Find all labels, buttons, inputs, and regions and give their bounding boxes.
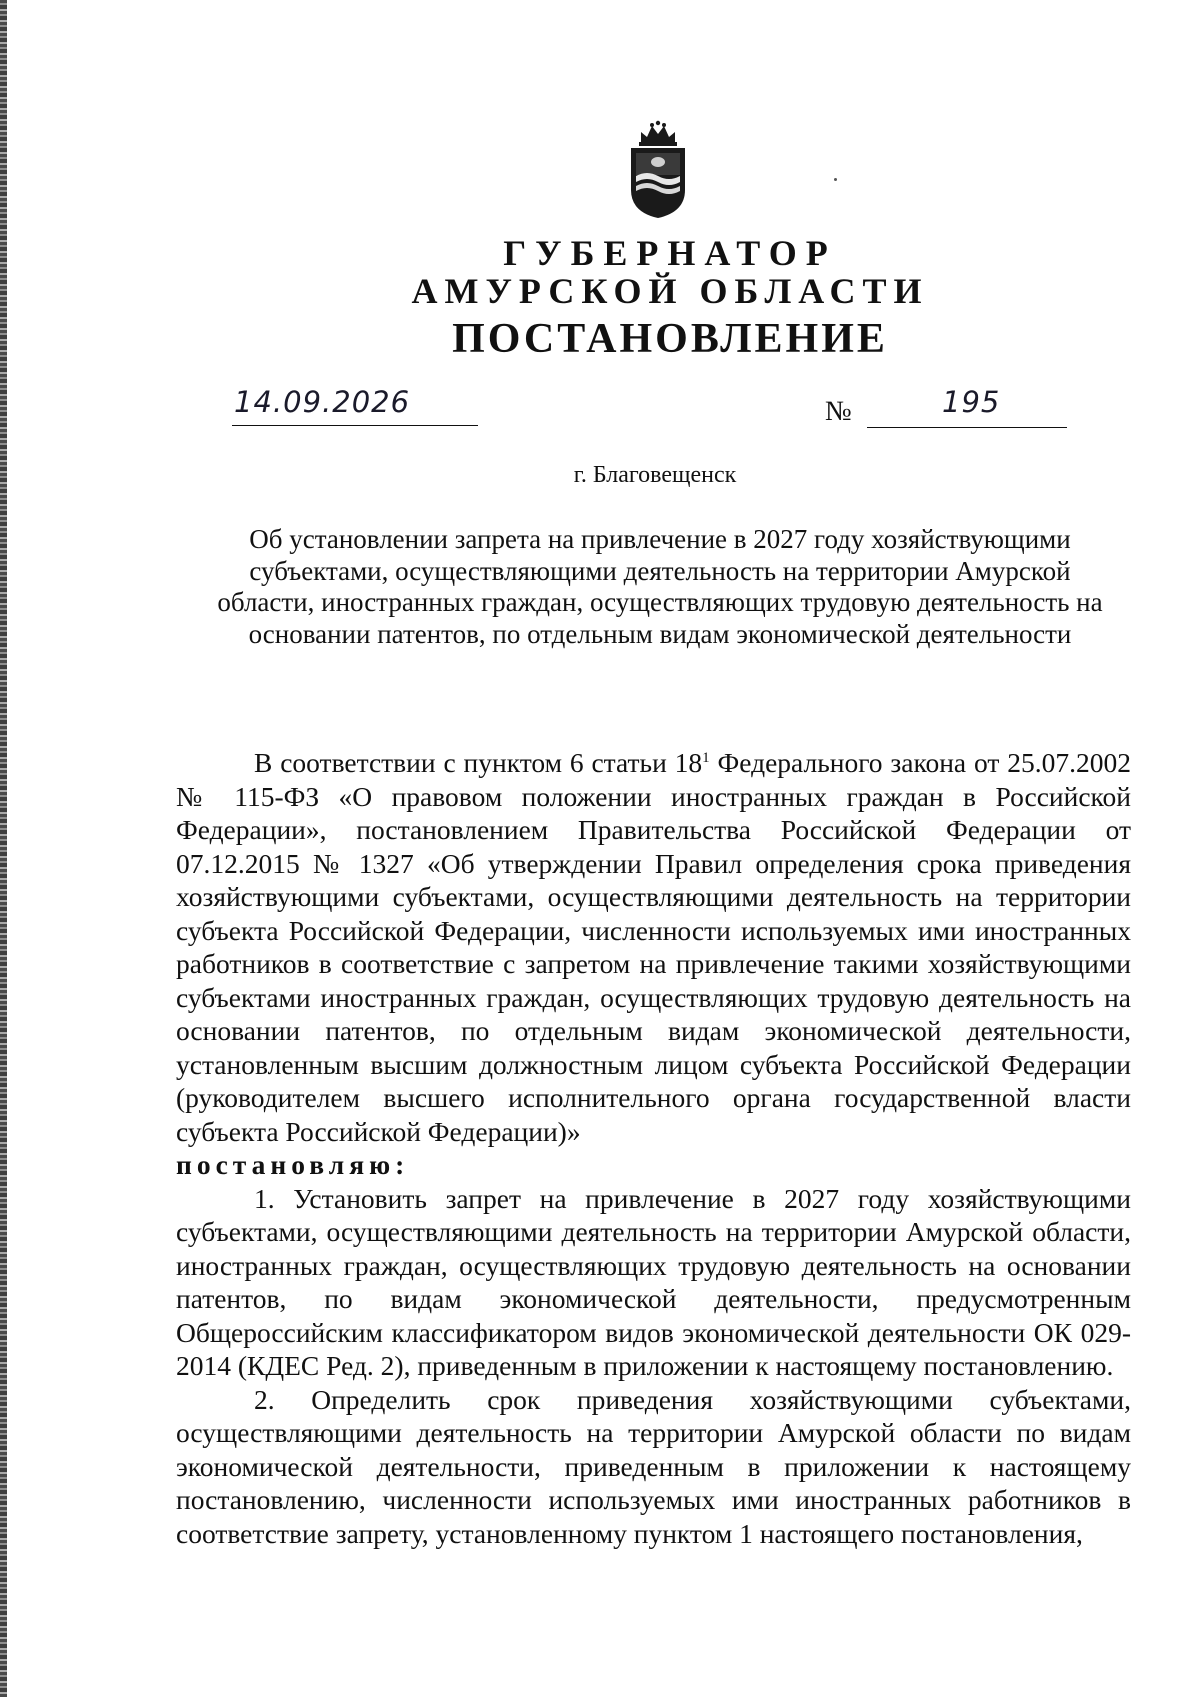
handwritten-number: 195 (942, 385, 1001, 419)
number-sign: № (825, 396, 852, 427)
decree-word: постановляю: (176, 1149, 410, 1181)
decree-word-paragraph (176, 1148, 1131, 1182)
coat-of-arms-icon (627, 120, 689, 220)
authority-title-line1: ГУБЕРНАТОР (503, 233, 837, 273)
authority-title-line2: АМУРСКОЙ ОБЛАСТИ (411, 271, 929, 311)
document-subject: Об установлении запрета на привлечение в 2027 году хозяйствующими субъектами, осуществляющими деятельность на территории Амурской области, иностранных граждан, осуществляющих трудовую деятельность на основании патентов, по отдельным видам экономической деятельности (217, 524, 1103, 649)
document-type-title: ПОСТАНОВЛЕНИЕ (452, 316, 888, 362)
number-field (867, 385, 1067, 428)
city-line: г. Благовещенск (573, 462, 737, 488)
preamble-paragraph (176, 742, 1131, 1148)
preamble-text-rest: Федерального закона от 25.07.2002 № 115-ФЗ «О правовом положении иностранных граждан в Российской Федерации», постановлением Правительства Российской Федерации от 07.12.2015 № 1327 «Об утверждении Правил определения срока приведения хозяйствующими субъектами, осуществляющими деятельность на территории субъекта Российской Федерации, численности используемых ими иностранных работников в соответствие с запретом на привлечение такими хозяйствующими субъектами иностранных граждан, осуществляющих трудовую деятельность на основании патентов, по отдельным видам экономической деятельности, установленным высшим должностным лицом субъекта Российской Федерации (руководителем высшего исполнительного органа государственной власти субъекта Российской Федерации)» (176, 747, 1132, 1147)
document-body (176, 742, 1131, 1550)
date-field (232, 385, 478, 426)
item-2-paragraph: 2. Определить срок приведения хозяйствующими субъектами, осуществляющими деятельность на территории Амурской области по видам экономической деятельности, приведенным в приложении к настоящему постановлению, численности используемых ими иностранных работников в соответствие запрету, установленному пунктом 1 настоящего постановления, (176, 1383, 1131, 1549)
handwritten-date: 14.09.2026 (234, 385, 411, 419)
scan-speck (834, 178, 837, 181)
preamble-superscript: 1 (702, 750, 710, 766)
preamble-text-start: В соответствии с пунктом 6 статьи 18 (254, 747, 703, 779)
item-1-paragraph: 1. Установить запрет на привлечение в 2027 году хозяйствующими субъектами, осуществляющими деятельность на территории Амурской области, иностранных граждан, осуществляющих трудовую деятельность на основании патентов, по видам экономической деятельности, предусмотренным Общероссийским классификатором видов экономической деятельности ОК 029-2014 (КДЕС Ред. 2), приведенным в приложении к настоящему постановлению. (176, 1182, 1131, 1382)
